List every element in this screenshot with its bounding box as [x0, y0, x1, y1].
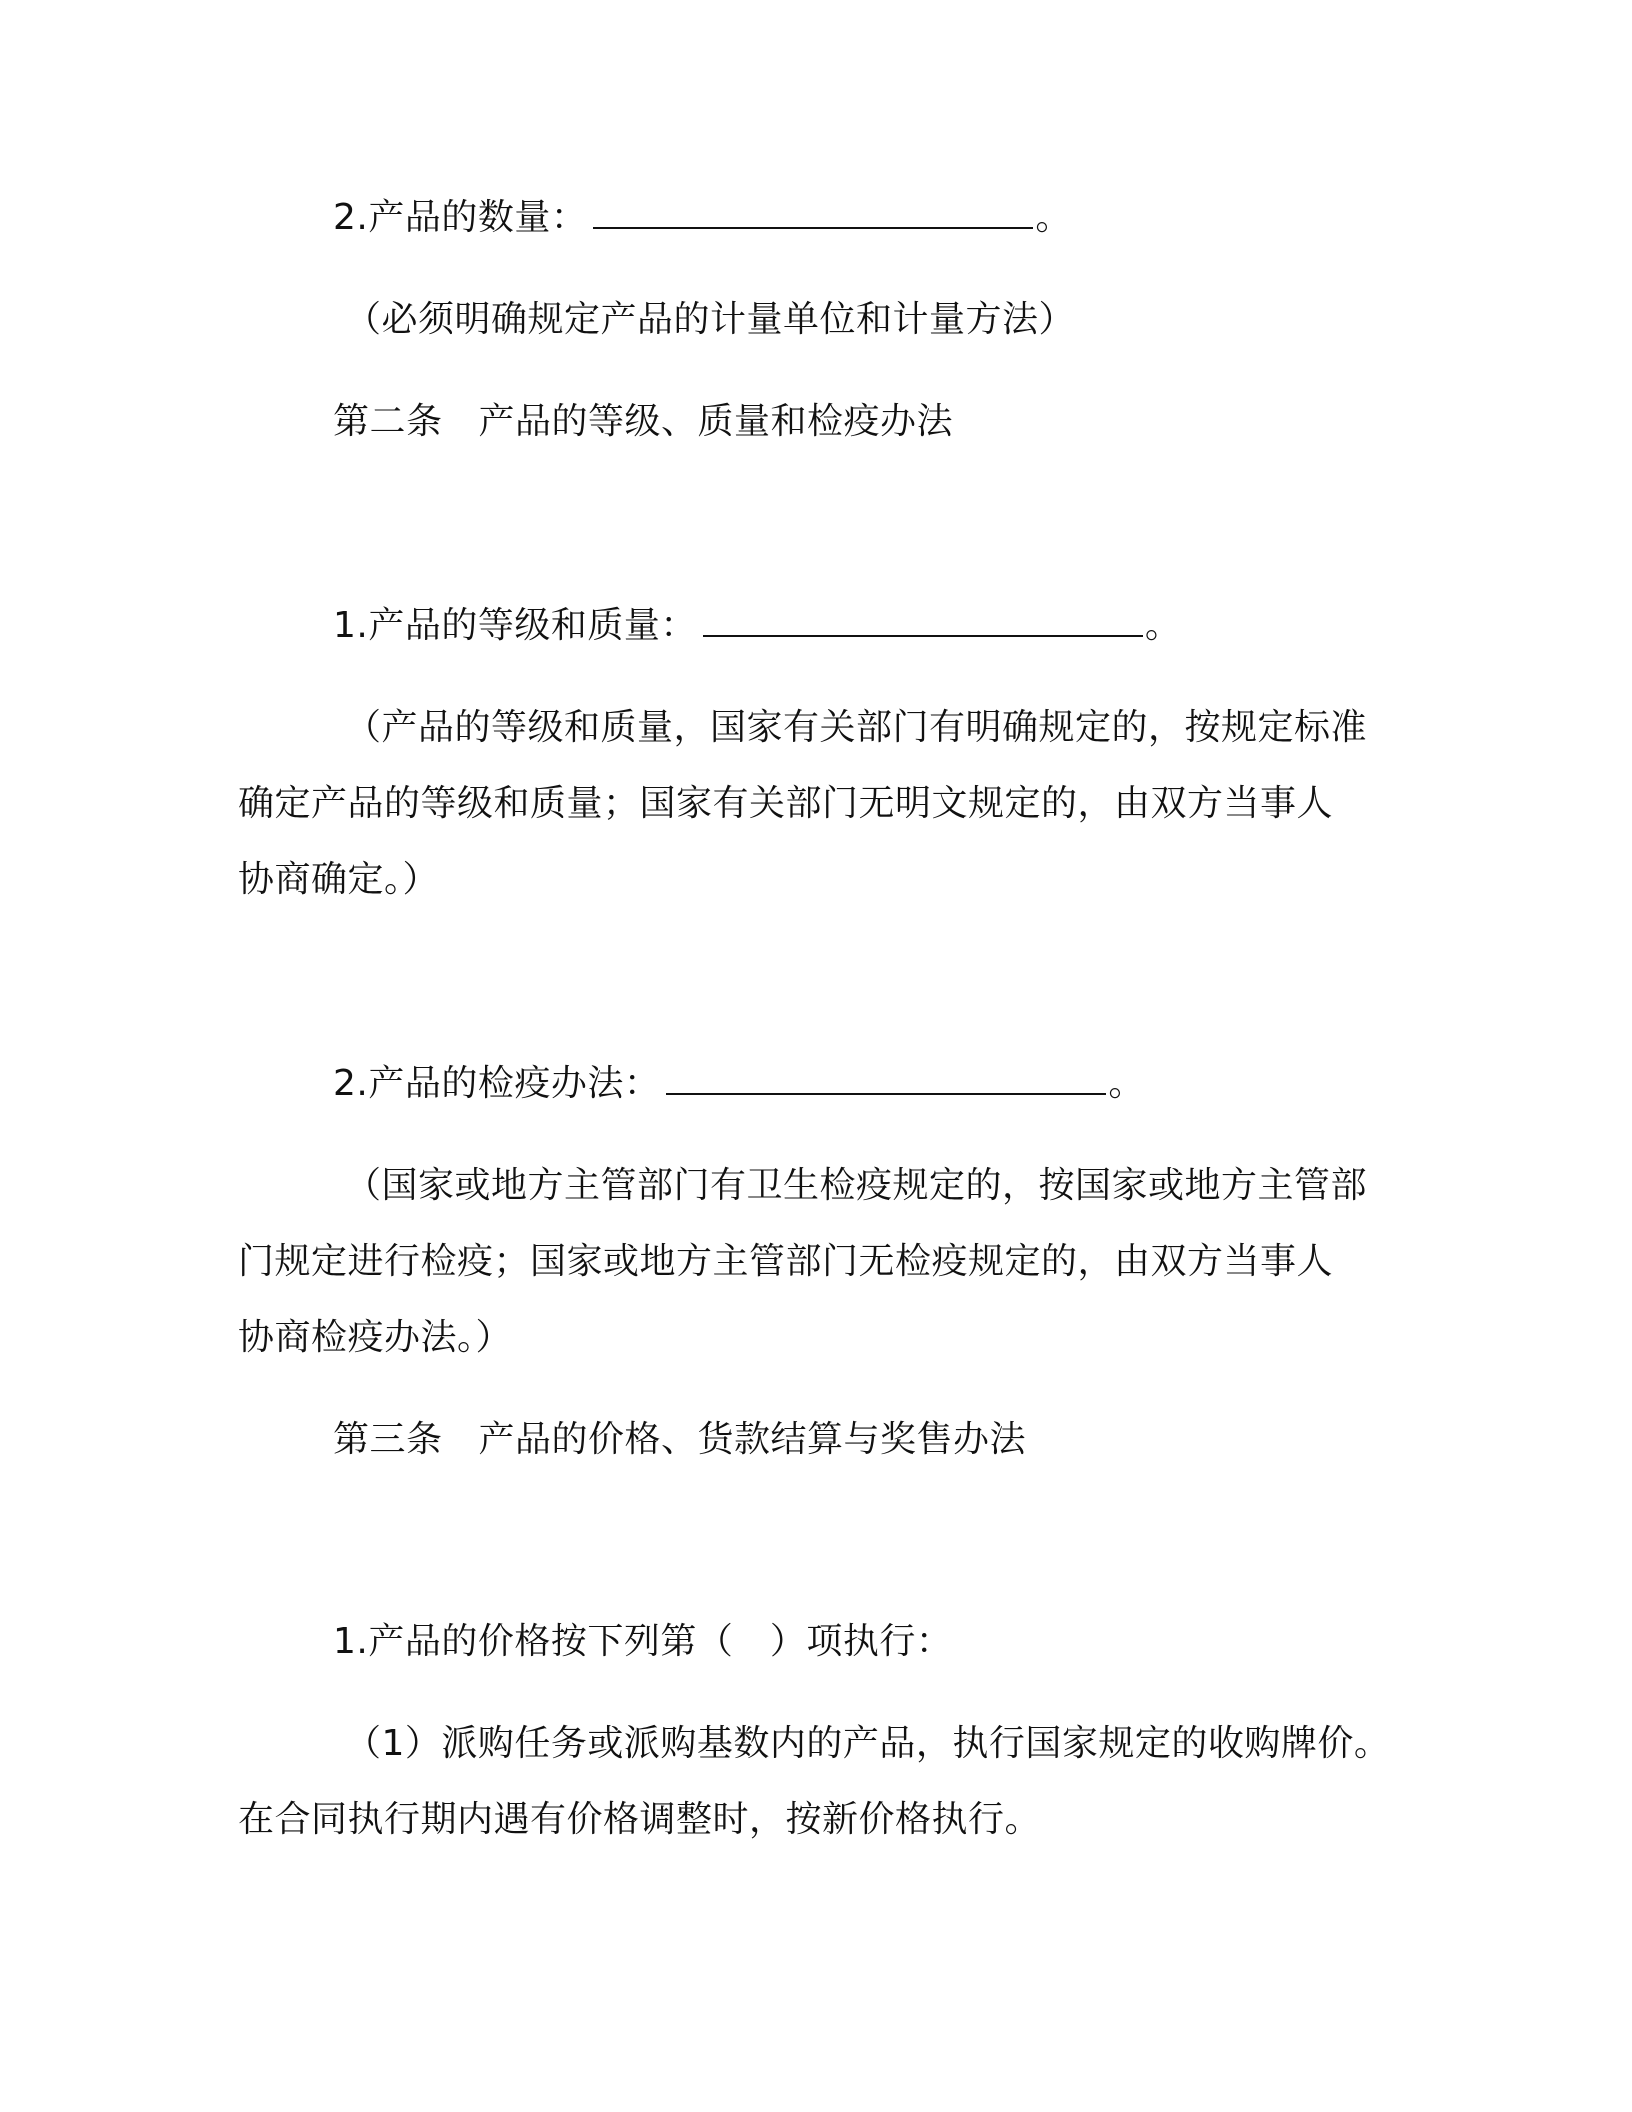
price-item-1-line-1: （1）派购任务或派购基数内的产品，执行国家规定的收购牌价。: [345, 1723, 1391, 1764]
price-option-line: 1.产品的价格按下列第（ ）项执行：: [333, 1621, 953, 1662]
article-two-heading: [333, 400, 953, 444]
quarantine-blank[interactable]: [666, 1063, 1106, 1095]
grade-quality-period: 。: [1144, 605, 1182, 646]
article-two-number: 第二条: [333, 401, 443, 442]
quarantine-label: 2.产品的检疫办法：: [333, 1063, 661, 1104]
article-three-number: 第三条: [333, 1419, 443, 1460]
grade-quality-line: [333, 604, 1181, 648]
grade-quality-note-line-3: 协商确定。）: [238, 859, 440, 900]
price-item-1-line-2: 在合同执行期内遇有价格调整时，按新价格执行。: [238, 1799, 1042, 1840]
quarantine-period: 。: [1108, 1063, 1145, 1104]
grade-quality-label: 1.产品的等级和质量：: [333, 605, 697, 646]
article-three-heading: [333, 1418, 1026, 1462]
quantity-label: 2.产品的数量：: [333, 197, 588, 238]
quarantine-note-line-1: （国家或地方主管部门有卫生检疫规定的，按国家或地方主管部: [345, 1165, 1368, 1206]
quarantine-note-line-2: 门规定进行检疫；国家或地方主管部门无检疫规定的，由双方当事人: [238, 1241, 1334, 1282]
article-two-title: 产品的等级、质量和检疫办法: [478, 401, 954, 442]
grade-quality-note-line-2: 确定产品的等级和质量；国家有关部门无明文规定的，由双方当事人: [238, 783, 1334, 824]
quantity-line: [333, 196, 1072, 240]
quantity-period: 。: [1035, 197, 1072, 238]
grade-quality-note-line-1: （产品的等级和质量，国家有关部门有明确规定的，按规定标准: [345, 707, 1368, 748]
quarantine-note-line-3: 协商检疫办法。）: [238, 1317, 513, 1358]
grade-quality-blank[interactable]: [703, 605, 1143, 637]
quantity-note: （必须明确规定产品的计量单位和计量方法）: [345, 299, 1076, 340]
quarantine-line: [333, 1062, 1145, 1106]
article-three-title: 产品的价格、货款结算与奖售办法: [478, 1419, 1027, 1460]
quantity-blank[interactable]: [593, 197, 1033, 229]
